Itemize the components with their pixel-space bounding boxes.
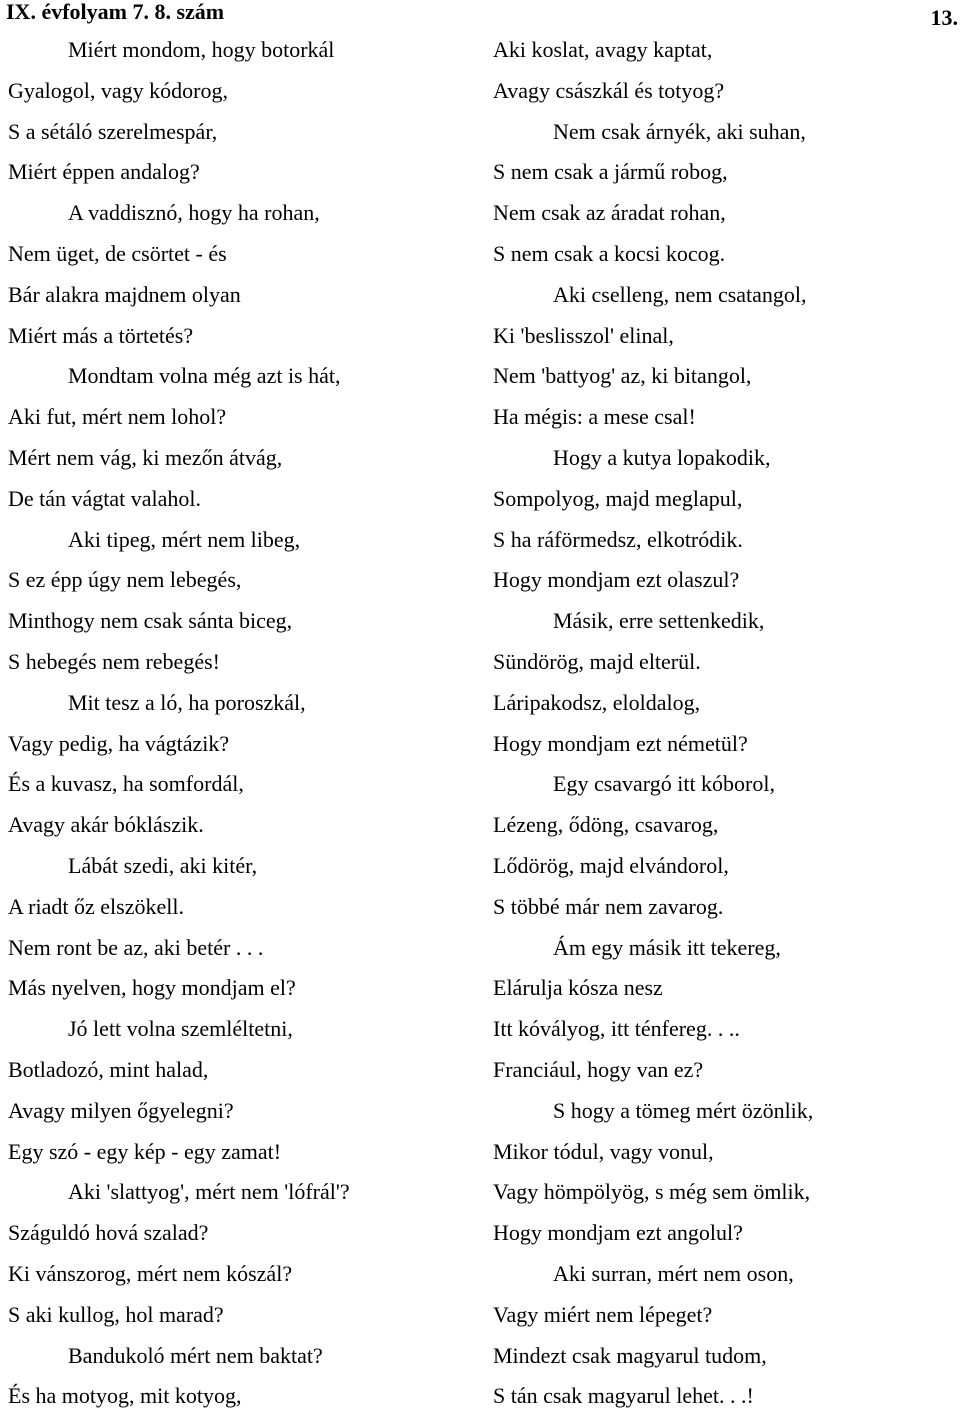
poem-line: S többé már nem zavarog.: [493, 893, 724, 919]
poem-line: Bár alakra majdnem olyan: [8, 281, 241, 307]
poem-line: Vagy pedig, ha vágtázik?: [8, 730, 230, 756]
poem-line: Lézeng, ődöng, csavarog,: [493, 812, 719, 838]
poem-line: Másik, erre settenkedik,: [553, 608, 765, 634]
poem-line: Mért nem vág, ki mezőn átvág,: [8, 444, 283, 470]
poem-line: S ez épp úgy nem lebegés,: [8, 567, 242, 593]
poem-line: Jó lett volna szemléltetni,: [68, 1016, 293, 1042]
poem-line: Aki koslat, avagy kaptat,: [493, 37, 713, 62]
poem-line: Aki surran, mért nem oson,: [553, 1260, 794, 1286]
poem-line: Franciául, hogy van ez?: [493, 1056, 704, 1082]
poem-line: De tán vágtat valahol.: [8, 485, 202, 511]
poem-line: S aki kullog, hol marad?: [8, 1301, 224, 1327]
poem-line: Egy szó - egy kép - egy zamat!: [8, 1138, 282, 1164]
poem-line: Száguldó hová szalad?: [8, 1220, 209, 1246]
poem-line: Elárulja kósza nesz: [493, 975, 663, 1001]
poem-line: Aki fut, mért nem lohol?: [8, 404, 227, 430]
poem-line: Nem csak árnyék, aki suhan,: [553, 118, 806, 144]
poem-line: Miért éppen andalog?: [8, 159, 200, 185]
poem-line: S a sétáló szerelmespár,: [8, 118, 218, 144]
poem-line: Más nyelven, hogy mondjam el?: [8, 975, 296, 1001]
poem-line: S nem csak a jármű robog,: [493, 159, 728, 185]
poem-line: S nem csak a kocsi kocog.: [493, 240, 726, 266]
poem-left-column: [8, 30, 478, 1417]
poem-line: Ki vánszorog, mért nem kószál?: [8, 1260, 293, 1286]
poem-line: Botladozó, mint halad,: [8, 1056, 209, 1082]
poem-line: Hogy a kutya lopakodik,: [553, 444, 771, 470]
poem-line: S tán csak magyarul lehet. . .!: [493, 1383, 754, 1409]
poem-line: Mit tesz a ló, ha poroszkál,: [68, 689, 306, 715]
poem-line: Miért más a törtetés?: [8, 322, 194, 348]
poem-line: Avagy milyen őgyelegni?: [8, 1097, 234, 1123]
poem-line: És a kuvasz, ha somfordál,: [8, 771, 244, 797]
poem-line: Itt kóvályog, itt ténfereg. . ..: [493, 1016, 740, 1042]
issue-header: IX. évfolyam 7. 8. szám: [6, 0, 225, 24]
poem-line: Aki tipeg, mért nem libeg,: [68, 526, 301, 552]
poem-line: Avagy császkál és totyog?: [493, 77, 725, 103]
poem-line: Miért mondom, hogy botorkál: [68, 37, 335, 62]
poem-line: S hogy a tömeg mért özönlik,: [553, 1097, 814, 1123]
poem-line: Nem 'battyog' az, ki bitangol,: [493, 363, 752, 389]
poem-line: S hebegés nem rebegés!: [8, 648, 220, 674]
poem-line: Hogy mondjam ezt olaszul?: [493, 567, 740, 593]
poem-line: Minthogy nem csak sánta biceg,: [8, 608, 293, 634]
poem-line: Ám egy másik itt tekereg,: [553, 934, 781, 960]
poem-line: Nem ront be az, aki betér . . .: [8, 934, 264, 960]
poem-right-column: [493, 30, 953, 1417]
poem-line: Vagy miért nem lépeget?: [493, 1301, 713, 1327]
poem-line: Sündörög, majd elterül.: [493, 648, 701, 674]
poem-line: S ha ráförmedsz, elkotródik.: [493, 526, 743, 552]
poem-line: A vaddisznó, hogy ha rohan,: [68, 200, 320, 226]
poem-line: Láripakodsz, eloldalog,: [493, 689, 701, 715]
poem-line: A riadt őz elszökell.: [8, 893, 184, 919]
poem-line: Aki cselleng, nem csatangol,: [553, 281, 807, 307]
poem-line: Bandukoló mért nem baktat?: [68, 1342, 323, 1368]
poem-line: Lődörög, majd elvándorol,: [493, 852, 729, 878]
poem-line: Nem csak az áradat rohan,: [493, 200, 726, 226]
poem-line: Hogy mondjam ezt angolul?: [493, 1220, 743, 1246]
poem-line: Lábát szedi, aki kitér,: [68, 852, 258, 878]
poem-line: Egy csavargó itt kóborol,: [553, 771, 775, 797]
page-number: 13.: [930, 5, 958, 30]
poem-line: Gyalogol, vagy kódorog,: [8, 77, 228, 103]
poem-line: Mondtam volna még azt is hát,: [68, 363, 341, 389]
poem-line: Mikor tódul, vagy vonul,: [493, 1138, 714, 1164]
poem-line: Mindezt csak magyarul tudom,: [493, 1342, 767, 1368]
poem-line: Hogy mondjam ezt németül?: [493, 730, 748, 756]
poem-line: Aki 'slattyog', mért nem 'lófrál'?: [68, 1179, 350, 1205]
poem-line: És ha motyog, mit kotyog,: [8, 1383, 242, 1409]
poem-line: Sompolyog, majd meglapul,: [493, 485, 743, 511]
poem-line: Vagy hömpölyög, s még sem ömlik,: [493, 1179, 811, 1205]
poem-line: Avagy akár bóklászik.: [8, 812, 204, 838]
poem-line: Ha mégis: a mese csal!: [493, 404, 696, 430]
poem-line: Ki 'beslisszol' elinal,: [493, 322, 674, 348]
poem-line: Nem üget, de csörtet - és: [8, 240, 227, 266]
